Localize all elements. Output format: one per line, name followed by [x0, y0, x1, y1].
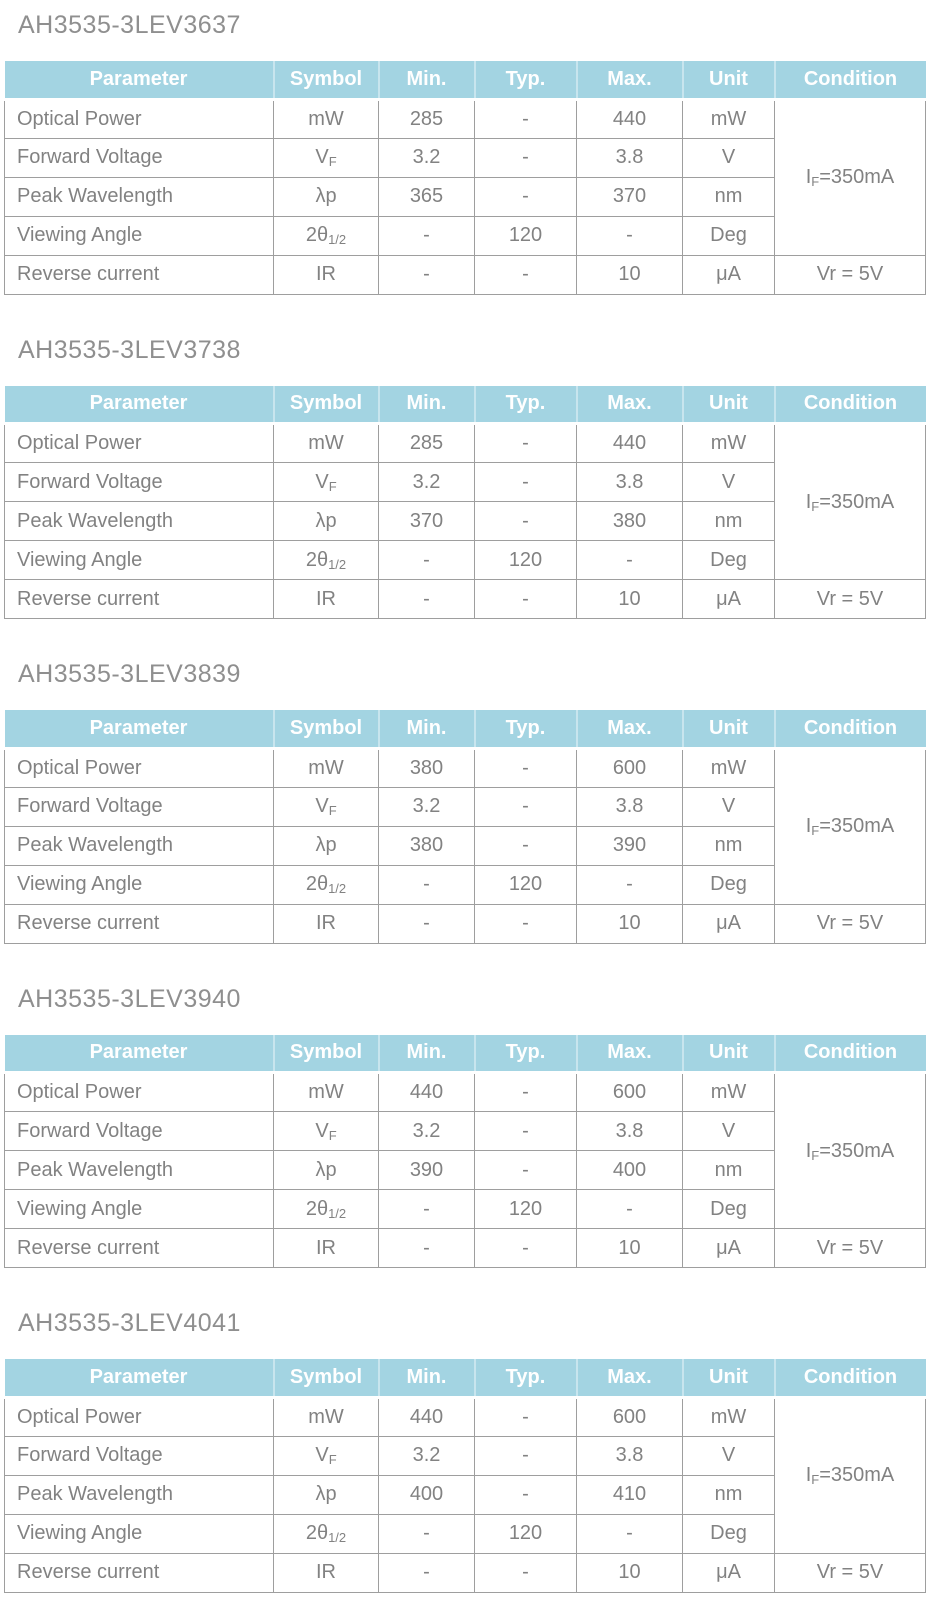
symbol-cell	[274, 424, 379, 463]
typ-cell: 120	[475, 865, 577, 904]
part-number-title: AH3535-3LEV3839	[18, 660, 241, 688]
unit-cell: mW	[683, 748, 775, 787]
max-cell: 10	[577, 580, 683, 619]
max-cell: -	[577, 541, 683, 580]
column-header-typ: Typ.	[475, 1035, 577, 1073]
column-header-parameter: Parameter	[5, 710, 274, 748]
min-cell: 3.2	[379, 138, 475, 177]
unit-cell: μA	[683, 1553, 775, 1592]
typ-cell: -	[475, 904, 577, 943]
spec-table	[4, 710, 926, 944]
unit-cell: nm	[683, 177, 775, 216]
condition-subscript: F	[811, 174, 820, 189]
min-cell: -	[379, 1553, 475, 1592]
symbol-cell	[274, 1190, 379, 1229]
parameter-cell: Forward Voltage	[5, 787, 274, 826]
max-cell: 390	[577, 826, 683, 865]
column-header-parameter: Parameter	[5, 386, 274, 424]
spec-section	[4, 985, 925, 1269]
condition-cell	[775, 748, 926, 904]
min-cell: 3.2	[379, 1436, 475, 1475]
symbol-cell	[274, 1112, 379, 1151]
max-cell: -	[577, 1514, 683, 1553]
symbol-cell	[274, 177, 379, 216]
condition-cell: Vr = 5V	[775, 580, 926, 619]
symbol-cell	[274, 865, 379, 904]
symbol-base: mW	[308, 1405, 344, 1428]
symbol-base: IR	[316, 587, 336, 610]
spec-table	[4, 61, 926, 295]
max-cell: 3.8	[577, 463, 683, 502]
condition-cell: Vr = 5V	[775, 1229, 926, 1268]
unit-cell: μA	[683, 1229, 775, 1268]
parameter-cell: Peak Wavelength	[5, 1475, 274, 1514]
spec-section	[4, 336, 925, 620]
unit-cell: nm	[683, 1151, 775, 1190]
symbol-cell	[274, 138, 379, 177]
symbol-base: λp	[315, 185, 337, 207]
symbol-base: 2θ	[305, 1522, 329, 1544]
condition-base: I	[805, 166, 812, 188]
column-header-unit: Unit	[683, 1359, 775, 1397]
min-cell: 3.2	[379, 787, 475, 826]
typ-cell: -	[475, 463, 577, 502]
unit-cell: V	[683, 138, 775, 177]
unit-cell: V	[683, 1436, 775, 1475]
table-row	[5, 255, 926, 294]
symbol-cell	[274, 1397, 379, 1436]
max-cell: 10	[577, 1229, 683, 1268]
typ-cell: 120	[475, 1514, 577, 1553]
max-cell: -	[577, 865, 683, 904]
min-cell: 3.2	[379, 1112, 475, 1151]
max-cell: 10	[577, 1553, 683, 1592]
condition-rest: =350mA	[819, 1464, 895, 1486]
column-header-typ: Typ.	[475, 710, 577, 748]
symbol-base: λp	[315, 834, 337, 856]
symbol-cell	[274, 1229, 379, 1268]
typ-cell: 120	[475, 541, 577, 580]
column-header-typ: Typ.	[475, 1359, 577, 1397]
symbol-cell	[274, 99, 379, 138]
symbol-subscript: 1/2	[328, 881, 347, 896]
column-header-unit: Unit	[683, 386, 775, 424]
max-cell: 3.8	[577, 138, 683, 177]
column-header-typ: Typ.	[475, 61, 577, 99]
symbol-cell	[274, 748, 379, 787]
typ-cell: -	[475, 826, 577, 865]
column-header-symbol: Symbol	[274, 1035, 379, 1073]
symbol-cell	[274, 463, 379, 502]
condition-cell: Vr = 5V	[775, 1553, 926, 1592]
column-header-symbol: Symbol	[274, 1359, 379, 1397]
symbol-base: λp	[315, 1158, 337, 1181]
parameter-cell: Reverse current	[5, 255, 274, 294]
min-cell: -	[379, 255, 475, 294]
typ-cell: -	[475, 99, 577, 138]
min-cell: 365	[379, 177, 475, 216]
spec-table	[4, 386, 926, 620]
part-number-title: AH3535-3LEV3940	[18, 984, 241, 1013]
column-header-min: Min.	[379, 1359, 475, 1397]
column-header-parameter: Parameter	[5, 61, 274, 99]
symbol-base: mW	[308, 107, 344, 130]
column-header-symbol: Symbol	[274, 710, 379, 748]
table-row	[5, 748, 926, 787]
min-cell: 285	[379, 424, 475, 463]
condition-cell: Vr = 5V	[775, 904, 926, 943]
condition-subscript: F	[811, 823, 820, 838]
symbol-cell	[274, 580, 379, 619]
symbol-cell	[274, 255, 379, 294]
unit-cell: Deg	[683, 216, 775, 255]
symbol-cell	[274, 826, 379, 865]
unit-cell: V	[683, 1112, 775, 1151]
typ-cell: -	[475, 424, 577, 463]
unit-cell: μA	[683, 255, 775, 294]
condition-base: I	[805, 815, 812, 837]
unit-cell: Deg	[683, 1514, 775, 1553]
max-cell: 10	[577, 255, 683, 294]
symbol-base: mW	[308, 756, 344, 779]
table-row	[5, 580, 926, 619]
min-cell: 380	[379, 748, 475, 787]
unit-cell: μA	[683, 580, 775, 619]
unit-cell: V	[683, 787, 775, 826]
parameter-cell: Viewing Angle	[5, 216, 274, 255]
parameter-cell: Forward Voltage	[5, 463, 274, 502]
symbol-subscript: 1/2	[328, 556, 347, 572]
part-number-title: AH3535-3LEV4041	[18, 1309, 241, 1337]
typ-cell: -	[475, 1151, 577, 1190]
min-cell: 285	[379, 99, 475, 138]
max-cell: 380	[577, 502, 683, 541]
parameter-cell: Reverse current	[5, 904, 274, 943]
symbol-base: IR	[316, 912, 336, 934]
condition-cell: Vr = 5V	[775, 255, 926, 294]
typ-cell: -	[475, 1112, 577, 1151]
condition-subscript: F	[811, 1472, 820, 1487]
parameter-cell: Peak Wavelength	[5, 826, 274, 865]
symbol-cell	[274, 1514, 379, 1553]
column-header-parameter: Parameter	[5, 1359, 274, 1397]
typ-cell: -	[475, 1436, 577, 1475]
symbol-cell	[274, 904, 379, 943]
symbol-base: 2θ	[305, 1197, 329, 1220]
unit-cell: nm	[683, 502, 775, 541]
column-header-max: Max.	[577, 386, 683, 424]
table-row	[5, 904, 926, 943]
min-cell: 440	[379, 1397, 475, 1436]
typ-cell: -	[475, 177, 577, 216]
condition-rest: =350mA	[819, 1139, 895, 1162]
symbol-base: V	[315, 795, 329, 817]
typ-cell: 120	[475, 1190, 577, 1229]
min-cell: 390	[379, 1151, 475, 1190]
max-cell: 400	[577, 1151, 683, 1190]
max-cell: 410	[577, 1475, 683, 1514]
unit-cell: μA	[683, 904, 775, 943]
symbol-base: mW	[308, 1081, 344, 1103]
column-header-max: Max.	[577, 710, 683, 748]
spec-section	[4, 1309, 925, 1593]
column-header-min: Min.	[379, 386, 475, 424]
condition-rest: =350mA	[819, 815, 895, 837]
symbol-subscript: 1/2	[328, 1205, 347, 1221]
spec-table	[4, 1359, 926, 1593]
condition-rest: =350mA	[819, 166, 895, 188]
unit-cell: mW	[683, 99, 775, 138]
column-header-max: Max.	[577, 1359, 683, 1397]
column-header-typ: Typ.	[475, 386, 577, 424]
part-number-title: AH3535-3LEV3637	[18, 11, 241, 39]
typ-cell: -	[475, 138, 577, 177]
symbol-cell	[274, 502, 379, 541]
table-row	[5, 1229, 926, 1268]
min-cell: -	[379, 904, 475, 943]
unit-cell: nm	[683, 1475, 775, 1514]
typ-cell: -	[475, 580, 577, 619]
column-header-min: Min.	[379, 710, 475, 748]
parameter-cell: Forward Voltage	[5, 1436, 274, 1475]
column-header-symbol: Symbol	[274, 61, 379, 99]
column-header-condition: Condition	[775, 386, 926, 424]
column-header-symbol: Symbol	[274, 386, 379, 424]
condition-cell	[775, 99, 926, 255]
max-cell: 370	[577, 177, 683, 216]
column-header-condition: Condition	[775, 1035, 926, 1073]
typ-cell: -	[475, 1553, 577, 1592]
typ-cell: -	[475, 1229, 577, 1268]
symbol-base: IR	[316, 263, 336, 285]
parameter-cell: Viewing Angle	[5, 865, 274, 904]
max-cell: -	[577, 1190, 683, 1229]
parameter-cell: Reverse current	[5, 1553, 274, 1592]
max-cell: 3.8	[577, 1112, 683, 1151]
min-cell: -	[379, 865, 475, 904]
condition-base: I	[805, 490, 812, 513]
symbol-base: λp	[315, 509, 337, 532]
symbol-subscript: 1/2	[328, 1530, 347, 1545]
symbol-cell	[274, 541, 379, 580]
max-cell: 3.8	[577, 1436, 683, 1475]
unit-cell: Deg	[683, 865, 775, 904]
symbol-base: V	[315, 1119, 329, 1142]
column-header-unit: Unit	[683, 61, 775, 99]
parameter-cell: Optical Power	[5, 424, 274, 463]
spec-section	[4, 660, 925, 944]
column-header-max: Max.	[577, 1035, 683, 1073]
parameter-cell: Reverse current	[5, 580, 274, 619]
column-header-condition: Condition	[775, 710, 926, 748]
parameter-cell: Viewing Angle	[5, 541, 274, 580]
datasheet-tables	[4, 11, 925, 1593]
min-cell: 400	[379, 1475, 475, 1514]
max-cell: 600	[577, 748, 683, 787]
min-cell: -	[379, 580, 475, 619]
part-number-title: AH3535-3LEV3738	[18, 335, 241, 364]
condition-subscript: F	[811, 1147, 820, 1163]
typ-cell: -	[475, 748, 577, 787]
symbol-base: IR	[316, 1561, 336, 1583]
min-cell: -	[379, 541, 475, 580]
table-row	[5, 1553, 926, 1592]
parameter-cell: Optical Power	[5, 99, 274, 138]
header-row	[5, 710, 926, 748]
symbol-cell	[274, 787, 379, 826]
unit-cell: V	[683, 463, 775, 502]
typ-cell: 120	[475, 216, 577, 255]
symbol-base: 2θ	[305, 548, 329, 571]
header-row	[5, 386, 926, 424]
unit-cell: Deg	[683, 1190, 775, 1229]
symbol-cell	[274, 1151, 379, 1190]
unit-cell: Deg	[683, 541, 775, 580]
parameter-cell: Optical Power	[5, 1397, 274, 1436]
typ-cell: -	[475, 1475, 577, 1514]
max-cell: 440	[577, 424, 683, 463]
max-cell: 600	[577, 1073, 683, 1112]
parameter-cell: Peak Wavelength	[5, 1151, 274, 1190]
table-row	[5, 424, 926, 463]
spec-section	[4, 11, 925, 295]
typ-cell: -	[475, 787, 577, 826]
condition-cell	[775, 1397, 926, 1553]
column-header-condition: Condition	[775, 61, 926, 99]
condition-cell	[775, 424, 926, 580]
header-row	[5, 1035, 926, 1073]
condition-cell	[775, 1073, 926, 1229]
symbol-base: IR	[316, 1236, 336, 1259]
symbol-base: V	[315, 1444, 329, 1466]
symbol-subscript: F	[328, 1127, 337, 1143]
column-header-max: Max.	[577, 61, 683, 99]
symbol-base: mW	[308, 432, 344, 454]
min-cell: -	[379, 1229, 475, 1268]
max-cell: 10	[577, 904, 683, 943]
symbol-subscript: F	[328, 803, 337, 818]
table-row	[5, 1073, 926, 1112]
symbol-base: V	[315, 470, 329, 493]
unit-cell: mW	[683, 424, 775, 463]
column-header-unit: Unit	[683, 710, 775, 748]
symbol-subscript: F	[328, 154, 337, 169]
max-cell: -	[577, 216, 683, 255]
column-header-unit: Unit	[683, 1035, 775, 1073]
min-cell: 3.2	[379, 463, 475, 502]
symbol-base: 2θ	[305, 873, 329, 895]
condition-subscript: F	[811, 498, 820, 514]
max-cell: 3.8	[577, 787, 683, 826]
parameter-cell: Reverse current	[5, 1229, 274, 1268]
parameter-cell: Viewing Angle	[5, 1190, 274, 1229]
min-cell: 370	[379, 502, 475, 541]
parameter-cell: Forward Voltage	[5, 138, 274, 177]
table-row	[5, 1397, 926, 1436]
condition-base: I	[805, 1464, 812, 1486]
column-header-min: Min.	[379, 1035, 475, 1073]
column-header-condition: Condition	[775, 1359, 926, 1397]
unit-cell: nm	[683, 826, 775, 865]
symbol-cell	[274, 1475, 379, 1514]
min-cell: 380	[379, 826, 475, 865]
symbol-cell	[274, 216, 379, 255]
unit-cell: mW	[683, 1073, 775, 1112]
symbol-cell	[274, 1073, 379, 1112]
symbol-base: V	[315, 146, 329, 168]
min-cell: -	[379, 216, 475, 255]
symbol-base: λp	[315, 1483, 337, 1505]
column-header-min: Min.	[379, 61, 475, 99]
parameter-cell: Forward Voltage	[5, 1112, 274, 1151]
parameter-cell: Optical Power	[5, 1073, 274, 1112]
max-cell: 600	[577, 1397, 683, 1436]
parameter-cell: Peak Wavelength	[5, 502, 274, 541]
parameter-cell: Optical Power	[5, 748, 274, 787]
typ-cell: -	[475, 502, 577, 541]
typ-cell: -	[475, 1397, 577, 1436]
typ-cell: -	[475, 255, 577, 294]
header-row	[5, 61, 926, 99]
max-cell: 440	[577, 99, 683, 138]
spec-table	[4, 1035, 926, 1269]
unit-cell: mW	[683, 1397, 775, 1436]
header-row	[5, 1359, 926, 1397]
typ-cell: -	[475, 1073, 577, 1112]
symbol-subscript: F	[328, 478, 337, 494]
table-row	[5, 99, 926, 138]
parameter-cell: Viewing Angle	[5, 1514, 274, 1553]
parameter-cell: Peak Wavelength	[5, 177, 274, 216]
min-cell: -	[379, 1190, 475, 1229]
column-header-parameter: Parameter	[5, 1035, 274, 1073]
condition-rest: =350mA	[819, 490, 895, 513]
symbol-subscript: F	[328, 1452, 337, 1467]
symbol-cell	[274, 1553, 379, 1592]
symbol-cell	[274, 1436, 379, 1475]
condition-base: I	[805, 1139, 812, 1162]
min-cell: -	[379, 1514, 475, 1553]
symbol-subscript: 1/2	[328, 232, 347, 247]
min-cell: 440	[379, 1073, 475, 1112]
symbol-base: 2θ	[305, 224, 329, 246]
